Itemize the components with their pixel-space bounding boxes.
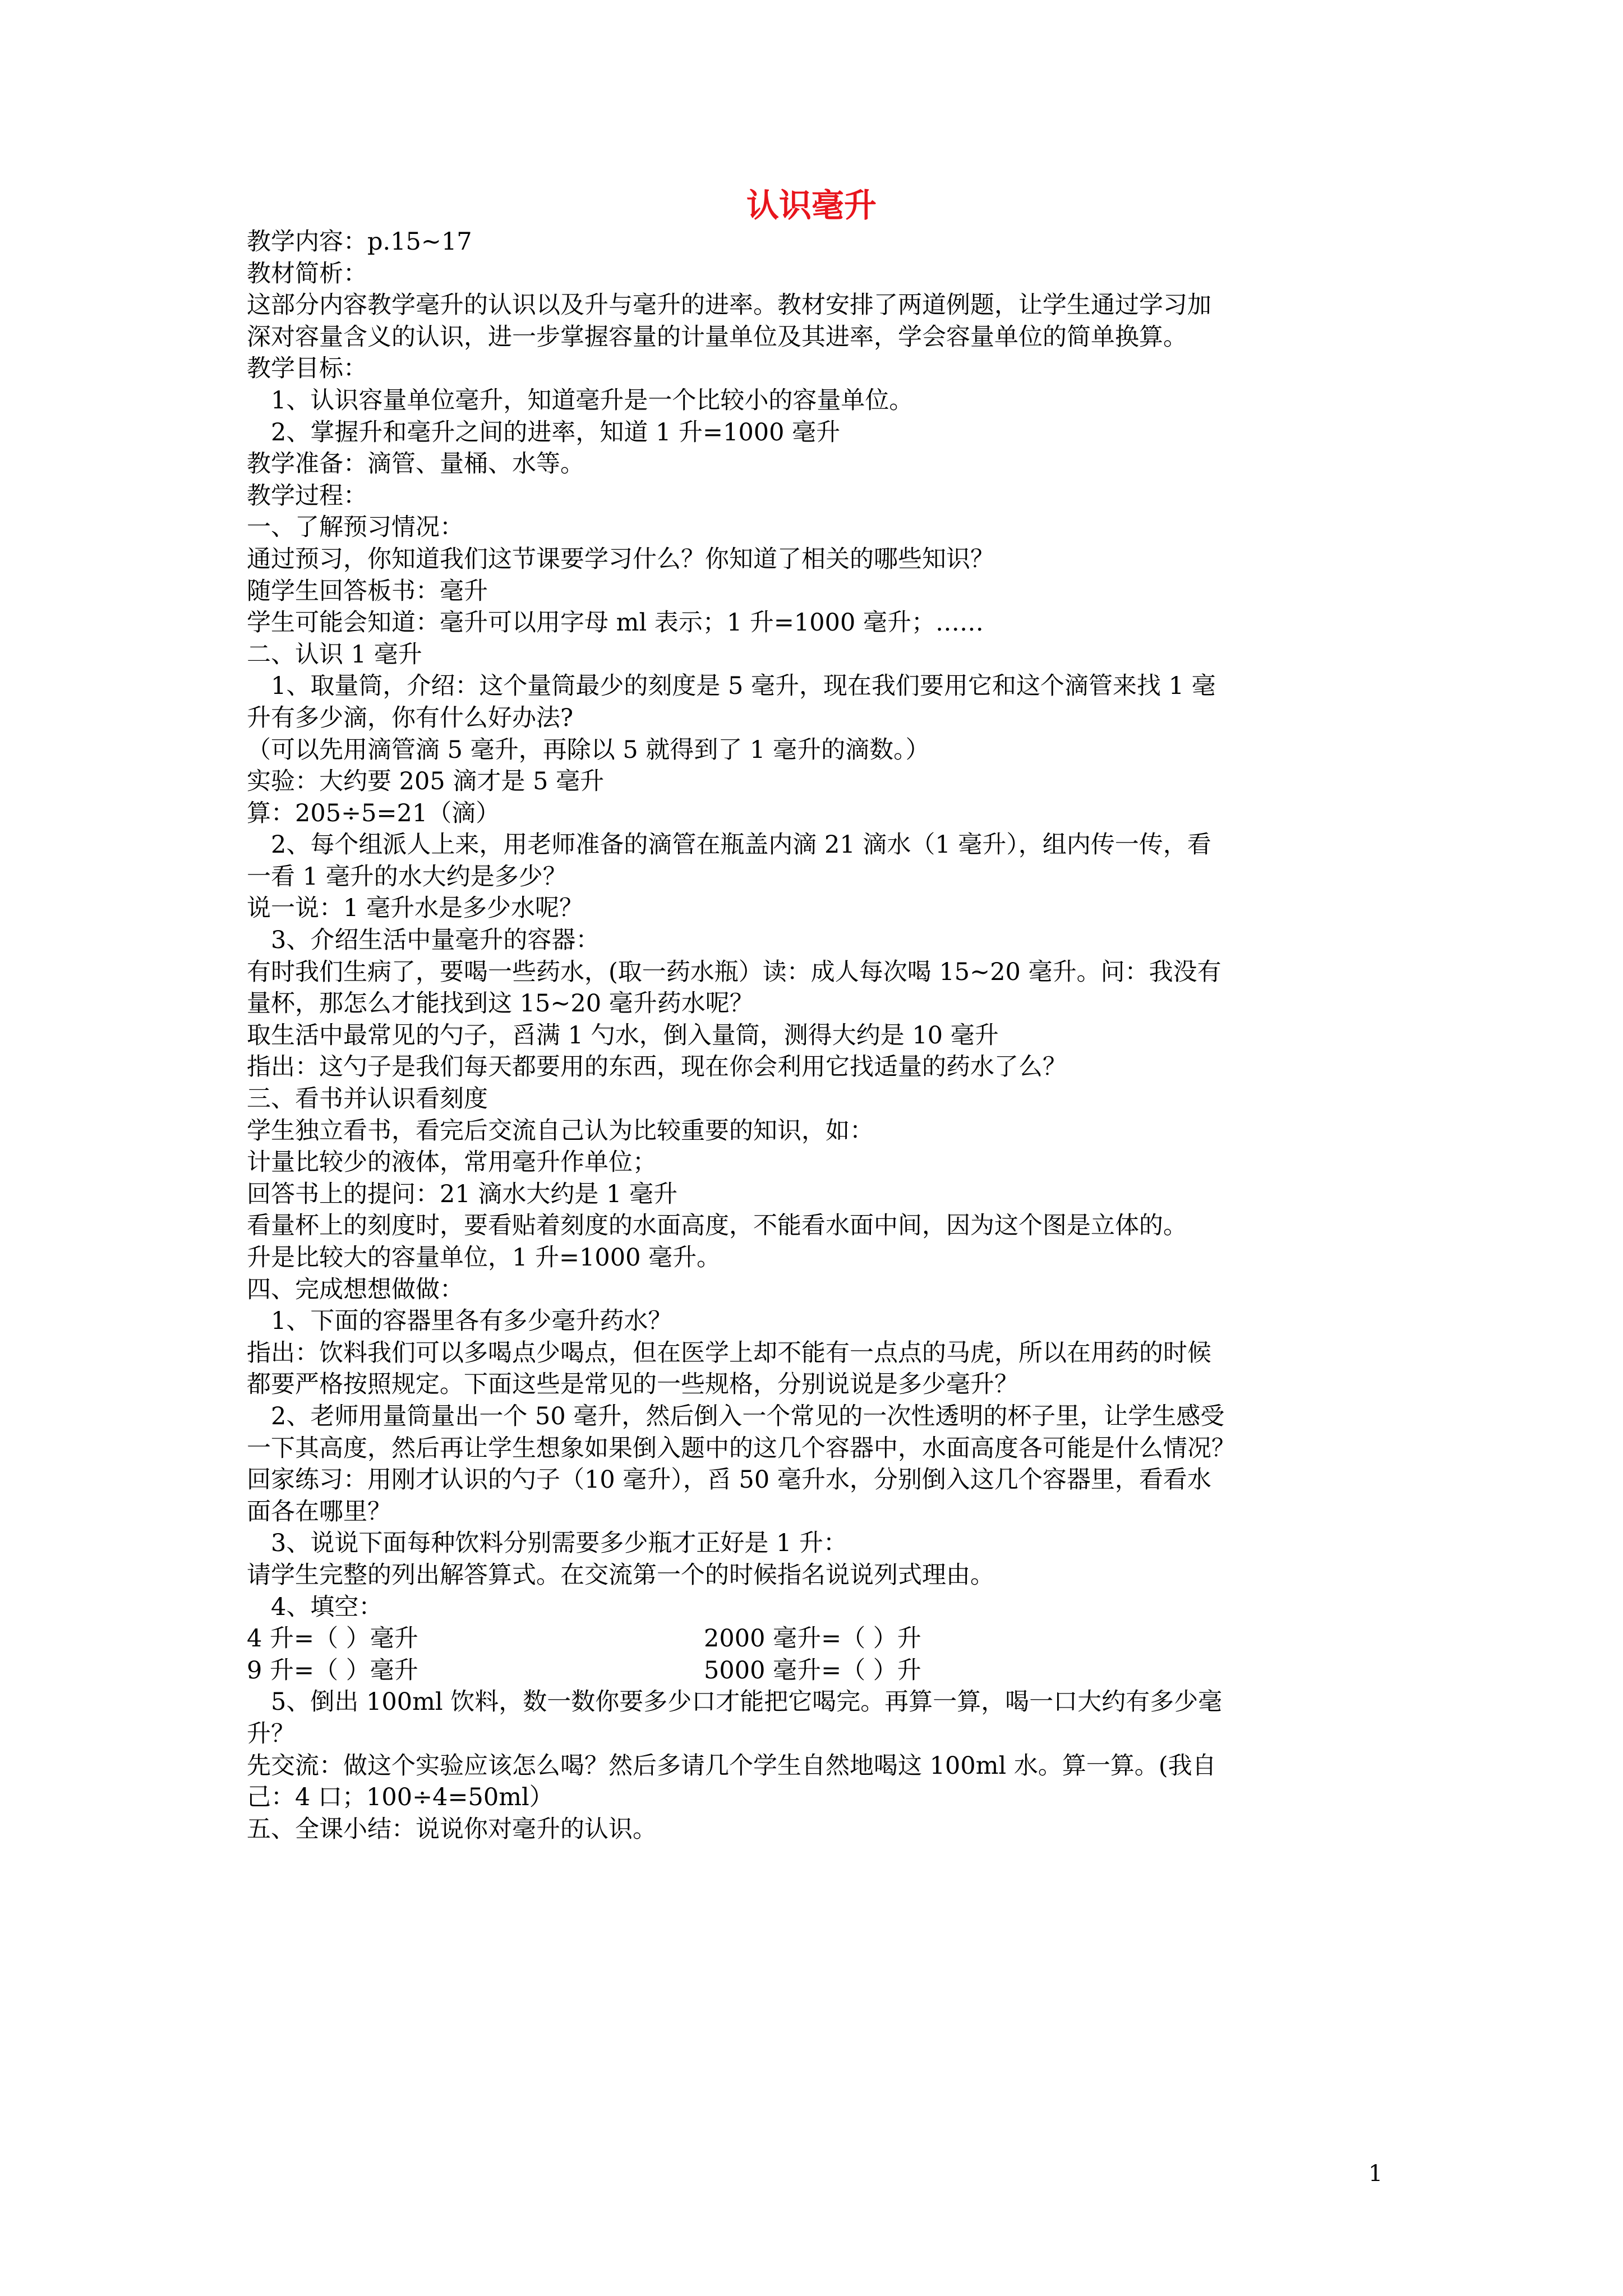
page-number: 1: [1368, 2161, 1383, 2187]
text-line: 升？: [247, 1719, 295, 1748]
fill-blank-row: [247, 1623, 1400, 1655]
text-line: 5、倒出 100ml 饮料，数一数你要多少口才能把它喝完。再算一算，喝一口大约有多少毫: [271, 1688, 1223, 1717]
text-line: 学生独立看书，看完后交流自己认为比较重要的知识，如：: [247, 1116, 874, 1145]
text-line: 这部分内容教学毫升的认识以及升与毫升的进率。教材安排了两道例题，让学生通过学习加: [247, 291, 1211, 320]
text-line: 面各在哪里？: [247, 1497, 391, 1526]
text-line: 指出：这勺子是我们每天都要用的东西，现在你会利用它找适量的药水了么？: [247, 1053, 1067, 1082]
text-line: 回答书上的提问：21 滴水大约是 1 毫升: [247, 1180, 678, 1208]
text-line: 教学内容：p.15~17: [247, 228, 472, 256]
body-paragraphs: [247, 226, 1400, 1623]
text-line: 二、认识 1 毫升: [247, 640, 422, 669]
text-line: 有时我们生病了，要喝一些药水，(取一药水瓶）读：成人每次喝 15~20 毫升。问：我没有: [247, 958, 1221, 986]
text-line: 2、每个组派人上来，用老师准备的滴管在瓶盖内滴 21 滴水（1 毫升），组内传一传，看: [271, 831, 1211, 859]
text-line: 4、填空：: [271, 1593, 383, 1621]
body-paragraphs-continued: [247, 1686, 1400, 1845]
text-line: 深对容量含义的认识，进一步掌握容量的计量单位及其进率，学会容量单位的简单换算。: [247, 323, 1187, 351]
text-line: 看量杯上的刻度时，要看贴着刻度的水面高度，不能看水面中间，因为这个图是立体的。: [247, 1212, 1187, 1240]
text-line: 三、看书并认识看刻度: [247, 1085, 488, 1114]
text-line: 指出：饮料我们可以多喝点少喝点，但在医学上却不能有一点点的马虎，所以在用药的时候: [247, 1338, 1211, 1367]
document-body: [247, 226, 1400, 1845]
text-line: 请学生完整的列出解答算式。在交流第一个的时候指名说说列式理由。: [247, 1561, 994, 1589]
text-line: 教学目标：: [247, 355, 367, 383]
text-line: 教学准备：滴管、量桶、水等。: [247, 450, 584, 478]
text-line: 实验：大约要 205 滴才是 5 毫升: [247, 767, 605, 796]
text-line: 1、认识容量单位毫升，知道毫升是一个比较小的容量单位。: [271, 386, 914, 415]
fill-blank-row: [247, 1655, 1400, 1687]
text-line: 算：205÷5=21（滴）: [247, 799, 500, 827]
text-line: 一下其高度，然后再让学生想象如果倒入题中的这几个容器中，水面高度各可能是什么情况？: [247, 1434, 1235, 1462]
text-line: 计量比较少的液体，常用毫升作单位；: [247, 1148, 657, 1177]
fill-blank-left: 9 升=（ ）毫升: [247, 1656, 418, 1685]
fill-blank-exercises: [247, 1623, 1400, 1686]
text-line: 四、完成想想做做：: [247, 1275, 464, 1304]
text-line: 升有多少滴，你有什么好办法?: [247, 703, 574, 732]
text-line: 3、说说下面每种饮料分别需要多少瓶才正好是 1 升：: [271, 1529, 848, 1558]
text-line: 2、老师用量筒量出一个 50 毫升，然后倒入一个常见的一次性透明的杯子里，让学生感受: [271, 1402, 1225, 1430]
text-line: 说一说：1 毫升水是多少水呢？: [247, 894, 584, 923]
text-line: （可以先用滴管滴 5 毫升，再除以 5 就得到了 1 毫升的滴数。）: [247, 735, 930, 764]
fill-blank-right: 2000 毫升=（ ）升: [704, 1625, 921, 1653]
text-line: 五、全课小结：说说你对毫升的认识。: [247, 1815, 657, 1843]
text-line: 一、了解预习情况：: [247, 513, 464, 542]
text-line: 量杯，那怎么才能找到这 15~20 毫升药水呢？: [247, 990, 754, 1018]
text-line: 取生活中最常见的勺子，舀满 1 勺水，倒入量筒，测得大约是 10 毫升: [247, 1021, 999, 1050]
text-line: 1、下面的容器里各有多少毫升药水？: [271, 1307, 672, 1336]
fill-blank-right: 5000 毫升=（ ）升: [704, 1656, 921, 1685]
document-title: 认识毫升: [746, 186, 877, 224]
text-line: 己：4 口；100÷4=50ml）: [247, 1783, 554, 1812]
text-line: 升是比较大的容量单位，1 升=1000 毫升。: [247, 1244, 721, 1272]
text-line: 3、介绍生活中量毫升的容器：: [271, 926, 600, 955]
text-line: 2、掌握升和毫升之间的进率，知道 1 升=1000 毫升: [271, 418, 841, 447]
text-line: 教学过程：: [247, 481, 367, 510]
text-line: 先交流：做这个实验应该怎么喝？然后多请几个学生自然地喝这 100ml 水。算一算。(我自: [247, 1751, 1216, 1780]
text-line: 一看 1 毫升的水大约是多少？: [247, 862, 567, 891]
text-line: 都要严格按照规定。下面这些是常见的一些规格，分别说说是多少毫升？: [247, 1370, 1018, 1399]
text-line: 通过预习，你知道我们这节课要学习什么？你知道了相关的哪些知识？: [247, 545, 994, 573]
text-line: 回家练习：用刚才认识的勺子（10 毫升），舀 50 毫升水，分别倒入这几个容器里，看看水: [247, 1466, 1211, 1494]
fill-blank-left: 4 升=（ ）毫升: [247, 1625, 418, 1653]
text-line: 教材简析：: [247, 259, 367, 288]
text-line: 学生可能会知道：毫升可以用字母 ml 表示；1 升=1000 毫升；……: [247, 609, 984, 637]
text-line: 1、取量筒，介绍：这个量筒最少的刻度是 5 毫升，现在我们要用它和这个滴管来找 1 毫: [271, 672, 1216, 701]
text-line: 随学生回答板书：毫升: [247, 577, 488, 605]
